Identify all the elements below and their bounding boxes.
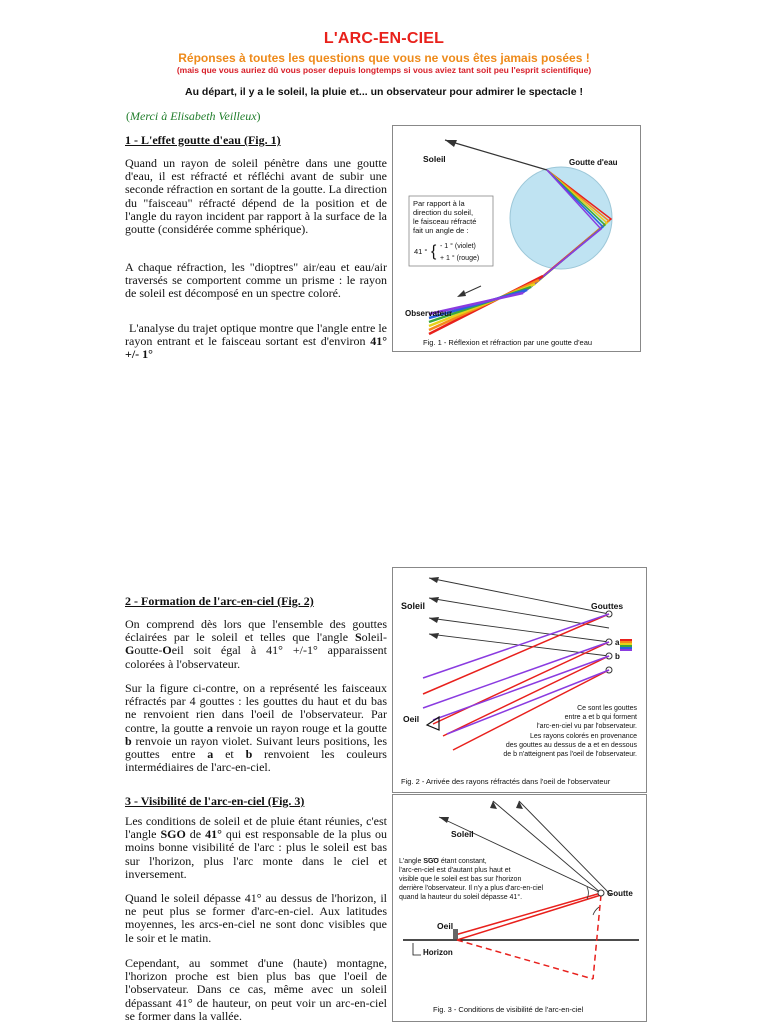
- horizon-pointer: [413, 943, 421, 955]
- note-line-4: quand la hauteur du soleil dépasse 41°.: [399, 894, 523, 901]
- page-subnote: (mais que vous auriez dû vous poser depuis longtemps si vous aviez tant soit peu l'esprit scientifique): [176, 65, 592, 75]
- label-oeil: Oeil: [437, 921, 454, 931]
- note-line-3: derrière l'observateur. Il n'y a plus d'arc-en-ciel: [399, 885, 544, 892]
- figure-1-caption: Fig. 1 - Réflexion et réfraction par une goutte d'eau: [423, 338, 593, 347]
- swatch-green: [620, 645, 632, 647]
- figure-2: [392, 567, 647, 793]
- incoming-ray: [445, 140, 547, 170]
- arrow-icon: [439, 817, 449, 823]
- s2-p2-a: Sur la figure ci-contre, on a représenté les faisceaux réfractés par 4 gouttes : les gouttes du haut et du bas ne renvoient rien dans l'oeil de l'observateur. Par contre, la goutte: [125, 681, 387, 735]
- s3-p1-sgo: SGO: [160, 827, 186, 842]
- ray-violet-a: [423, 642, 609, 708]
- note-sgo: SGO: [423, 858, 439, 865]
- info-line-4: fait un angle de :: [413, 226, 469, 235]
- arrow-icon: [429, 617, 439, 623]
- s2-p1-c: outte-: [134, 643, 163, 658]
- section2-paragraph-1: [125, 618, 387, 671]
- page-subtitle: Réponses à toutes les questions que vous ne vous êtes jamais posées !: [178, 51, 590, 65]
- info-line-2: direction du soleil,: [413, 208, 474, 217]
- credit-name: Merci à Elisabeth Veilleux: [130, 109, 257, 123]
- s2-p2-d: et: [213, 747, 246, 762]
- swatch-orange: [620, 641, 632, 643]
- brace-icon: {: [431, 243, 437, 260]
- ray-red-dashed: [457, 940, 593, 979]
- note-line-4: Les rayons colorés en provenance: [529, 733, 637, 740]
- label-oeil: Oeil: [403, 714, 420, 724]
- label-a: a: [615, 638, 620, 647]
- swatch-violet: [620, 649, 632, 651]
- arrow-icon: [490, 801, 497, 809]
- label-observateur: Observateur: [405, 309, 453, 318]
- s2-p1-d: eil soit égal à 41° +/-1° apparaissent colorées à l'observateur.: [125, 643, 387, 671]
- label-horizon: Horizon: [423, 948, 453, 957]
- figure-3-diagram: [393, 795, 646, 1021]
- arrow-icon: [429, 577, 439, 583]
- note-line-1: l'arc-en-ciel est d'autant plus haut et: [399, 867, 511, 874]
- note-line-5: des gouttes au dessus de a et en dessous: [505, 742, 637, 749]
- label-goutte: Goutte: [607, 889, 633, 898]
- swatch-blue: [620, 647, 632, 649]
- label-b: b: [615, 652, 620, 661]
- s3-p1-b: de: [185, 827, 206, 842]
- s2-p2-bold-a2: a: [207, 747, 214, 762]
- credit-line: [126, 109, 261, 124]
- angle-rouge: + 1 ° (rouge): [440, 255, 480, 262]
- s2-p2-c: renvoie un rayon violet. Suivant leurs positions, les gouttes entre: [125, 733, 387, 762]
- note-prefix-text: L'angle: [399, 858, 422, 865]
- page-title: L'ARC-EN-CIEL: [323, 30, 445, 47]
- figure-2-caption: Fig. 2 - Arrivée des rayons réfractés dans l'oeil de l'observateur: [401, 777, 611, 786]
- note-line-3: l'arc-en-ciel vu par l'observateur.: [536, 723, 637, 730]
- s2-p2-bold-b2: b: [245, 747, 253, 762]
- figure-3-caption: Fig. 3 - Conditions de visibilité de l'arc-en-ciel: [433, 1005, 584, 1014]
- section3-paragraph-2: Quand le soleil dépasse 41° au dessus de l'horizon, il ne peut plus se former d'arc-en-ciel. Aux latitudes moyennes, les arcs-en-ciel ne sont donc visibles que le soir et le matin.: [125, 891, 387, 945]
- s3-p1-c: qui est responsable de la plus ou moins bonne visibilité de l'arc : plus le soleil est bas sur l'horizon, plus l'arc monte dans le ciel et inversement.: [125, 827, 388, 881]
- arrow-icon: [516, 801, 523, 809]
- figure-2-diagram: [393, 568, 646, 792]
- angle-arc-lower: [593, 907, 599, 915]
- section1-paragraph-2: A chaque réfraction, les "dioptres" air/eau et eau/air traversés se comportent comme un prisme : le rayon de soleil est décomposé en un spectre coloré.: [125, 260, 387, 301]
- s3-p1-a: Les conditions de soleil et de pluie étant réunies, c'est l'angle: [125, 814, 387, 842]
- section2-title: 2 - Formation de l'arc-en-ciel (Fig. 2): [125, 594, 314, 608]
- info-line-1: Par rapport à la: [413, 199, 465, 208]
- sun-ray-3: [429, 618, 609, 642]
- angle-base: 41 °: [414, 247, 428, 256]
- ray-violet-top: [423, 614, 609, 678]
- note-line-2: visible que le soleil est bas sur l'horizon: [399, 876, 522, 883]
- section2-paragraph-2: [125, 682, 387, 774]
- s2-p2-b: renvoie un rayon rouge et la goutte: [212, 720, 387, 735]
- section3-title: 3 - Visibilité de l'arc-en-ciel (Fig. 3): [125, 794, 305, 808]
- note-suffix: étant constant,: [440, 858, 487, 865]
- s2-p1-G: G: [125, 643, 135, 658]
- intro-text: Au départ, il y a le soleil, la pluie et... un observateur pour admirer le spectacle !: [185, 86, 583, 98]
- section1-title: 1 - L'effet goutte d'eau (Fig. 1): [125, 133, 281, 147]
- credit-close: ): [256, 109, 261, 123]
- label-soleil: Soleil: [451, 829, 474, 839]
- credit-open: (: [126, 109, 130, 123]
- figure-1-diagram: [393, 126, 640, 351]
- s2-p1-S: S: [354, 630, 362, 645]
- note-line-1: Ce sont les gouttes: [577, 705, 637, 712]
- arrow-icon: [429, 597, 439, 603]
- arrow-icon: [429, 633, 439, 639]
- swatch-yellow: [620, 643, 632, 645]
- sun-ray-higher: [519, 801, 611, 895]
- ray-red-dashed-vertical: [593, 895, 601, 979]
- note-line-2: entre a et b qui forment: [564, 714, 637, 721]
- angle-violet: - 1 ° (violet): [440, 243, 476, 250]
- s2-p2-bold-b: b: [125, 733, 132, 748]
- swatch-red: [620, 639, 632, 641]
- s2-p1-b: oleil-: [361, 630, 387, 645]
- sun-ray-1: [429, 578, 609, 614]
- label-soleil: Soleil: [423, 154, 446, 164]
- label-gouttes: Gouttes: [591, 601, 624, 611]
- section1-paragraph-1: Quand un rayon de soleil pénètre dans une goutte d'eau, il est réfracté et réfléchi avant de subir une seconde réfraction en sortant de la goutte. La direction du "faisceau" réfracté dépend de la position et de l'angle du rayon incident par rapport à la surface de la goutte (considérée comme sphérique).: [125, 156, 387, 237]
- section1-p3-text: L'analyse du trajet optique montre que l'angle entre le rayon entrant et le faisceau sortant est d'environ: [125, 321, 387, 349]
- arrow-icon: [445, 140, 457, 147]
- section3-paragraph-3: Cependant, au sommet d'une (haute) montagne, l'horizon proche est bien plus bas que l'oeil de l'observateur. Dans ce cas, même avec un soleil dépassant 41° de hauteur, on peut voir un arc-en-ciel se former dans la vallée.: [125, 956, 387, 1023]
- label-soleil: Soleil: [401, 601, 426, 611]
- note-line-6: de b n'atteignent pas l'oeil de l'observateur.: [503, 751, 637, 758]
- s2-p1-a: On comprend dès lors que l'ensemble des gouttes éclairées par le soleil et telles que l'angle: [125, 617, 387, 645]
- figure-3: [392, 794, 647, 1022]
- s2-p1-O: O: [162, 643, 172, 658]
- section3-paragraph-1: [125, 815, 387, 881]
- label-goutte: Goutte d'eau: [569, 158, 618, 167]
- note-prefix: [399, 858, 487, 865]
- s3-p1-41: 41°: [205, 827, 222, 842]
- drop: [598, 890, 604, 896]
- section1-angle-value: 41° +/- 1°: [125, 334, 387, 362]
- info-line-3: le faisceau réfracté: [413, 217, 477, 226]
- arrow-icon: [457, 290, 466, 297]
- s2-p2-bold-a: a: [206, 720, 213, 735]
- section1-paragraph-3: [125, 322, 387, 362]
- s2-p2-e: renvoient les couleurs intermédiaires de l'arc-en-ciel.: [125, 747, 387, 775]
- eye-icon: [453, 929, 458, 939]
- ray-red-horizon: [457, 895, 601, 940]
- figure-1: [392, 125, 641, 352]
- ray-red-top: [423, 614, 609, 694]
